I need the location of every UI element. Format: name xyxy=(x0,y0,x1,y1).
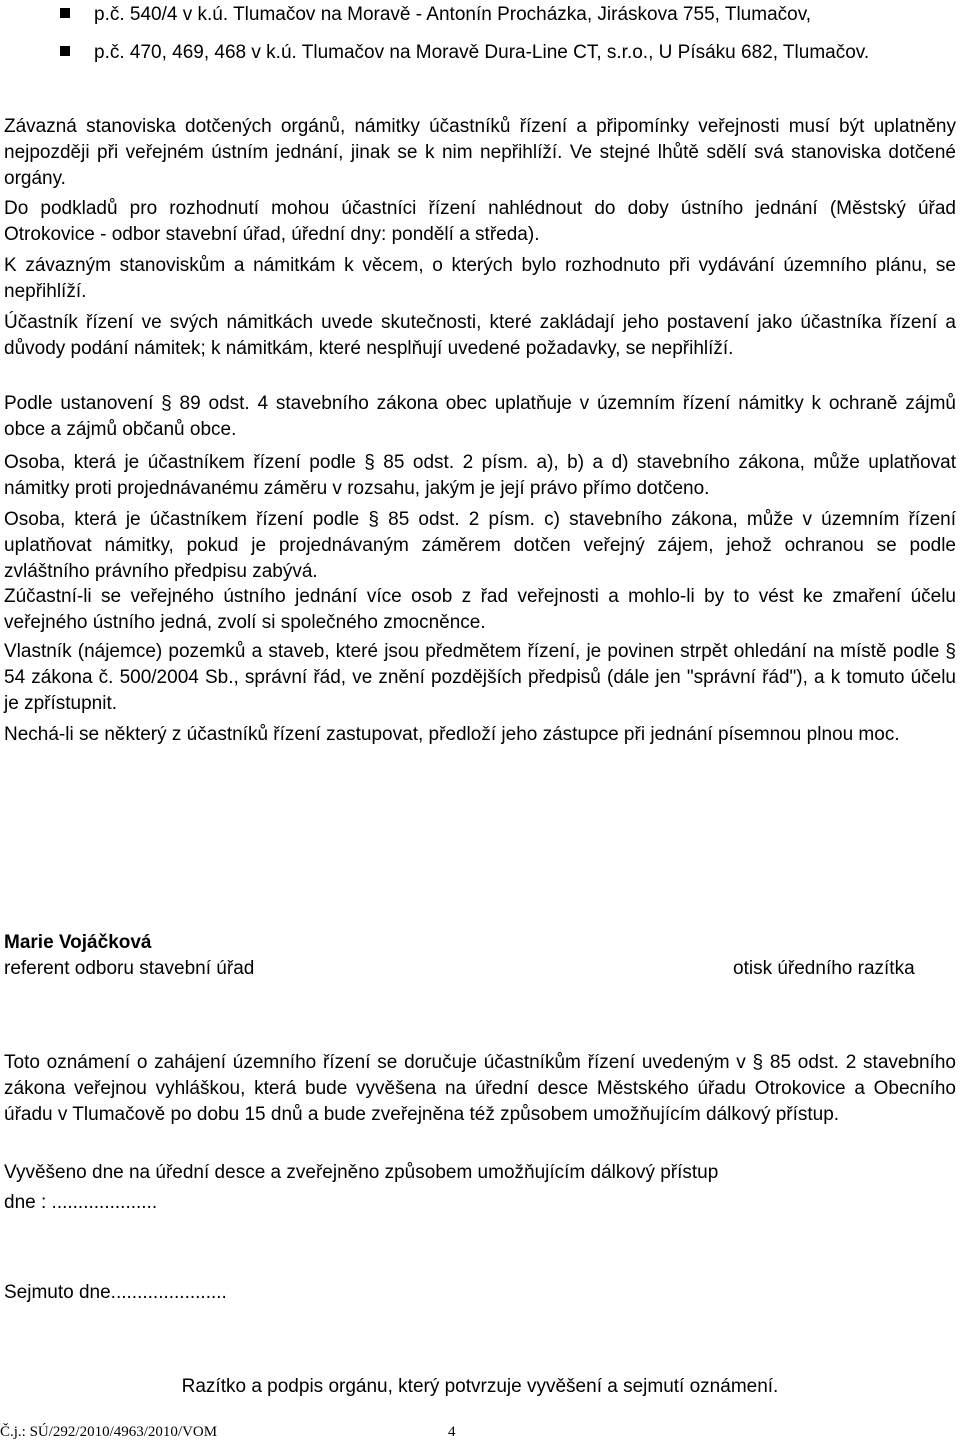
paragraph-documents-access: Do podkladů pro rozhodnutí mohou účastníci řízení nahlédnout do doby ústního jednání (Městský úřad Otrokovice - odbor stavební úřad, úřední dny: pondělí a středa). xyxy=(4,198,956,245)
paragraph-participant-abd: Osoba, která je účastníkem řízení podle § 85 odst. 2 písm. a), b) a d) stavebního zákona, může uplatňovat námitky proti projednávanému záměru v rozsahu, jakým je její právo přímo dotčeno. xyxy=(4,452,956,499)
signatory-name: Marie Vojáčková xyxy=(4,932,152,953)
posted-line: Vyvěšeno dne na úřední desce a zveřejněno způsobem umožňujícím dálkový přístup xyxy=(4,1162,719,1183)
list-item xyxy=(60,40,954,66)
signatory-role: referent odboru stavební úřad xyxy=(4,958,255,979)
stamp-placeholder: otisk úředního razítka xyxy=(733,958,915,979)
bullet-icon xyxy=(60,46,70,56)
bullet-icon xyxy=(60,8,70,18)
paragraph-participant-objections: Účastník řízení ve svých námitkách uvede skutečnosti, které zakládají jeho postavení jako účastníka řízení a důvody podání námitek; k námitkám, které nesplňují uvedené požadavky, se nepřihlíží. xyxy=(4,312,956,359)
list-item xyxy=(60,2,954,28)
paragraph-binding-opinions: K závazným stanoviskům a námitkám k věcem, o kterých bylo rozhodnuto při vydávání územního plánu, se nepřihlíží. xyxy=(4,255,956,302)
list-item-text: p.č. 470, 469, 468 v k.ú. Tlumačov na Moravě Dura-Line CT, s.r.o., U Písáku 682, Tlumačov. xyxy=(94,42,870,63)
paragraph-municipality-objections: Podle ustanovení § 89 odst. 4 stavebního zákona obec uplatňuje v územním řízení námitky k ochraně zájmů obce a zájmů občanů obce. xyxy=(4,393,956,440)
paragraph-participant-c: Osoba, která je účastníkem řízení podle § 85 odst. 2 písm. c) stavebního zákona, může v územním řízení uplatňovat námitky, pokud je projednávaným záměrem dotčen veřejný zájem, jehož ochranou se podle zvláštního právního předpisu zabývá. xyxy=(4,509,956,582)
paragraph-owner-inspection: Vlastník (nájemce) pozemků a staveb, které jsou předmětem řízení, je povinen strpět ohledání na místě podle § 54 zákona č. 500/2004 Sb., správní řád, ve znění pozdějších předpisů (dále jen "správní řád"), a k tomuto účelu je zpřístupnit. xyxy=(4,641,956,714)
footer-reference: Č.j.: SÚ/292/2010/4963/2010/VOM xyxy=(0,1424,218,1440)
stamp-signature-note: Razítko a podpis orgánu, který potvrzuje vyvěšení a sejmutí oznámení. xyxy=(181,1376,779,1397)
paragraph-objections-deadline: Závazná stanoviska dotčených orgánů, námitky účastníků řízení a připomínky veřejnosti musí být uplatněny nejpozději při veřejném ústním jednání, jinak se k nim nepřihlíží. Ve stejné lhůtě sdělí svá stanoviska dotčené orgány. xyxy=(4,116,956,189)
paragraph-public-representative: Zúčastní-li se veřejného ústního jednání více osob z řad veřejnosti a mohlo-li by to vést ke zmaření účelu veřejného ústního jedná, zvolí si společného zmocněnce. xyxy=(4,586,956,633)
page-number: 4 xyxy=(448,1424,456,1440)
list-item-text: p.č. 540/4 v k.ú. Tlumačov na Moravě - Antonín Procházka, Jiráskova 755, Tlumačov, xyxy=(94,4,812,25)
posted-date-line: dne : .................... xyxy=(4,1192,158,1213)
removed-date-line: Sejmuto dne...................... xyxy=(4,1282,227,1303)
paragraph-power-of-attorney: Nechá-li se některý z účastníků řízení zastupovat, předloží jeho zástupce při jednání písemnou plnou moc. xyxy=(4,724,900,745)
paragraph-delivery-notice: Toto oznámení o zahájení územního řízení se doručuje účastníkům řízení uvedeným v § 85 odst. 2 stavebního zákona veřejnou vyhláškou, která bude vyvěšena na úřední desce Městského úřadu Otrokovice a Obecního úřadu v Tlumačově po dobu 15 dnů a bude zveřejněna též způsobem umožňujícím dálkový přístup. xyxy=(4,1052,956,1125)
